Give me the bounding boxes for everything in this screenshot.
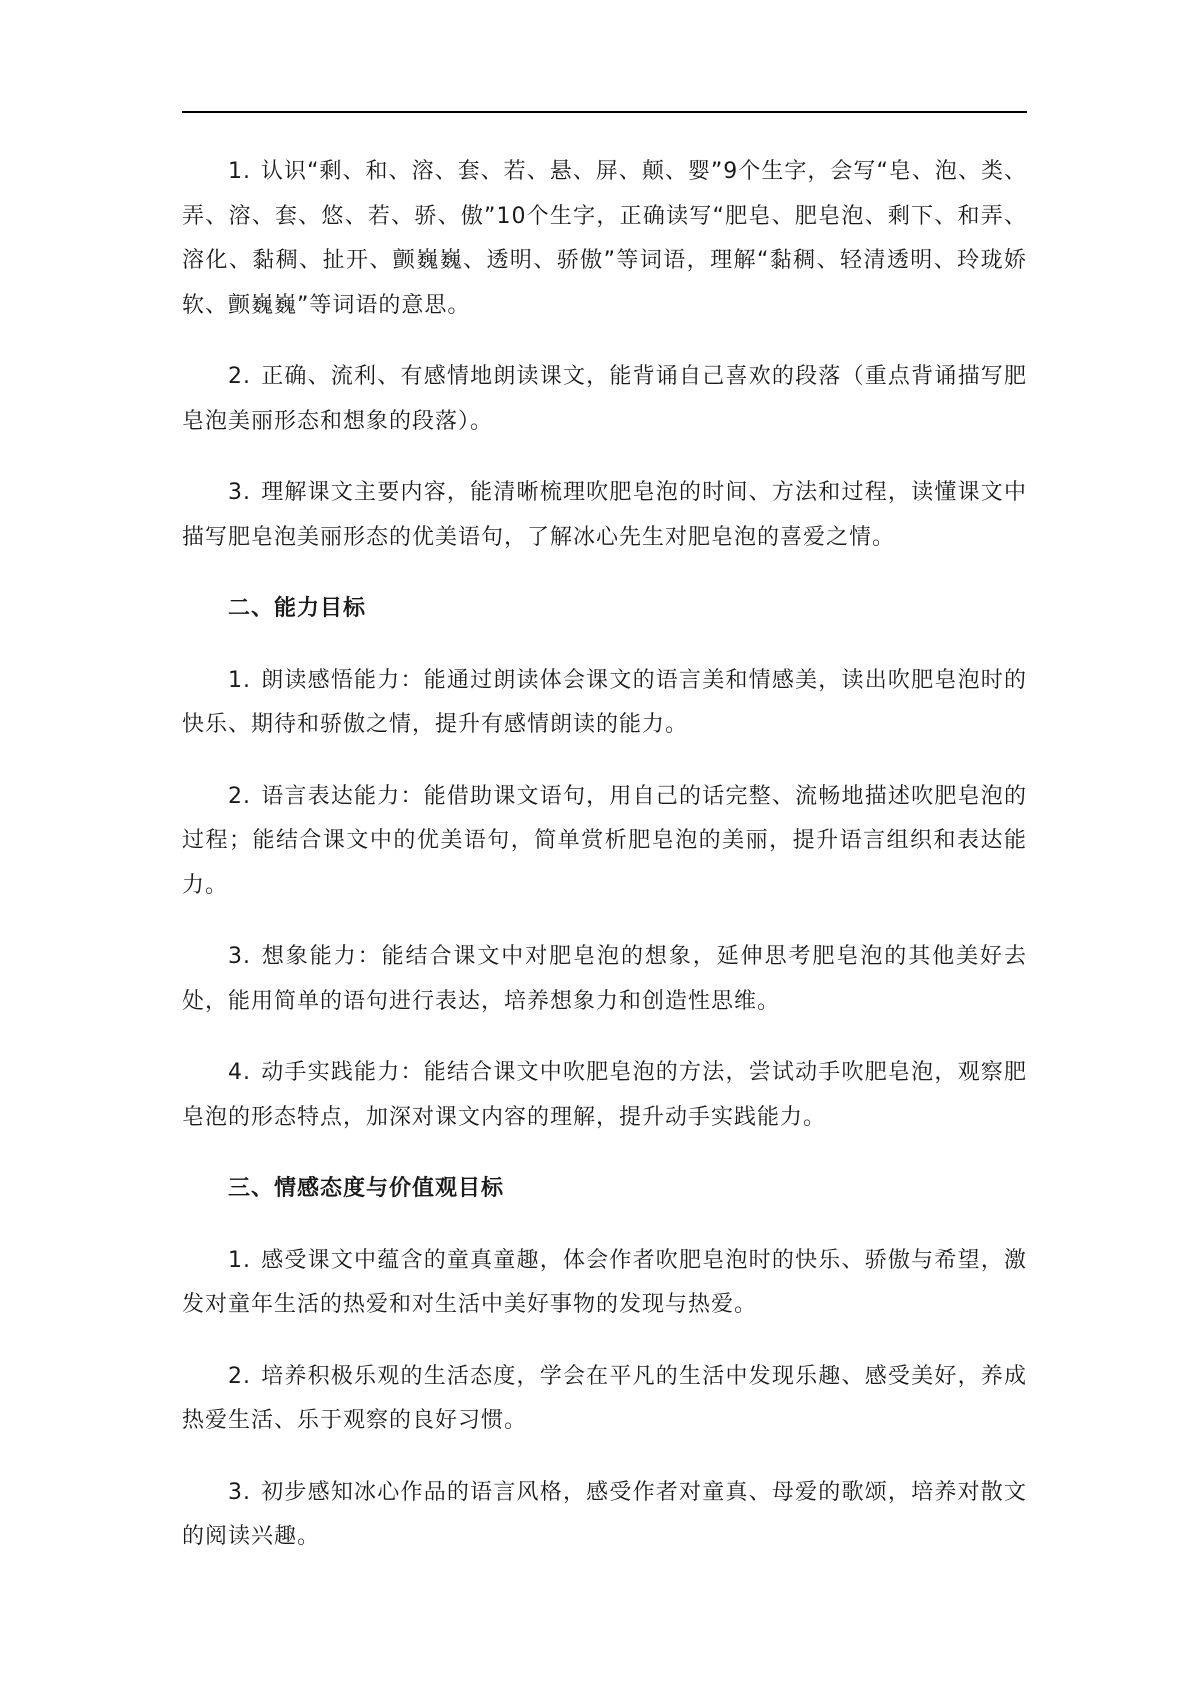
item-number: 2.: [228, 783, 251, 809]
objective-paragraph: [182, 471, 1027, 560]
objective-paragraph: [182, 355, 1027, 444]
item-number: 3.: [228, 1479, 251, 1505]
item-number: 2.: [228, 364, 251, 389]
objective-paragraph: [182, 659, 1027, 748]
objective-paragraph: [182, 1051, 1027, 1140]
item-number: 1.: [228, 159, 251, 184]
item-text: 正确、流利、有感情地朗读课文，能背诵自己喜欢的段落（重点背诵描写肥皂泡美丽形态和想象的段落）。: [182, 364, 1027, 434]
objective-paragraph: [182, 935, 1027, 1024]
header-rule: [182, 111, 1027, 113]
item-text: 培养积极乐观的生活态度，学会在平凡的生活中发现乐趣、感受美好，养成热爱生活、乐于观察的良好习惯。: [182, 1363, 1027, 1433]
item-text: 动手实践能力：能结合课文中吹肥皂泡的方法，尝试动手吹肥皂泡，观察肥皂泡的形态特点，加深对课文内容的理解，提升动手实践能力。: [182, 1060, 1027, 1130]
objective-paragraph: [182, 775, 1027, 909]
item-text: 认识“剩、和、溶、套、若、悬、屏、颠、婴”9个生字，会写“皂、泡、类、弄、溶、套、悠、若、骄、傲”10个生字，正确读写“肥皂、肥皂泡、剩下、和弄、溶化、黏稠、扯开、颤巍巍、透明、骄傲”等词语，理解“黏稠、轻清透明、玲珑娇软、颤巍巍”等词语的意思。: [182, 159, 1027, 318]
objective-paragraph: [182, 1239, 1027, 1328]
item-number: 2.: [228, 1363, 251, 1389]
item-text: 初步感知冰心作品的语言风格，感受作者对童真、母爱的歌颂，培养对散文的阅读兴趣。: [182, 1479, 1027, 1549]
objective-paragraph: [182, 1471, 1027, 1560]
item-number: 3.: [228, 944, 251, 969]
section-heading-values: 三、情感态度与价值观目标: [228, 1176, 505, 1201]
item-text: 想象能力：能结合课文中对肥皂泡的想象，延伸思考肥皂泡的其他美好去处，能用简单的语句进行表达，培养想象力和创造性思维。: [182, 944, 1027, 1014]
item-text: 朗读感悟能力：能通过朗读体会课文的语言美和情感美，读出吹肥皂泡时的快乐、期待和骄傲之情，提升有感情朗读的能力。: [182, 667, 1027, 737]
item-text: 理解课文主要内容，能清晰梳理吹肥皂泡的时间、方法和过程，读懂课文中描写肥皂泡美丽形态的优美语句，了解冰心先生对肥皂泡的喜爱之情。: [182, 480, 1027, 550]
section-heading-ability: 二、能力目标: [228, 596, 367, 621]
item-number: 3.: [228, 480, 251, 505]
item-text: 语言表达能力：能借助课文语句，用自己的话完整、流畅地描述吹肥皂泡的过程；能结合课文中的优美语句，简单赏析肥皂泡的美丽，提升语言组织和表达能力。: [182, 783, 1027, 898]
objective-paragraph: [182, 1355, 1027, 1444]
item-text: 感受课文中蕴含的童真童趣，体会作者吹肥皂泡时的快乐、骄傲与希望，激发对童年生活的热爱和对生活中美好事物的发现与热爱。: [182, 1247, 1027, 1317]
objective-paragraph: [182, 150, 1027, 328]
document-body: [182, 150, 1027, 1587]
item-number: 4.: [228, 1060, 251, 1085]
item-number: 1.: [228, 667, 251, 693]
item-number: 1.: [228, 1247, 251, 1273]
